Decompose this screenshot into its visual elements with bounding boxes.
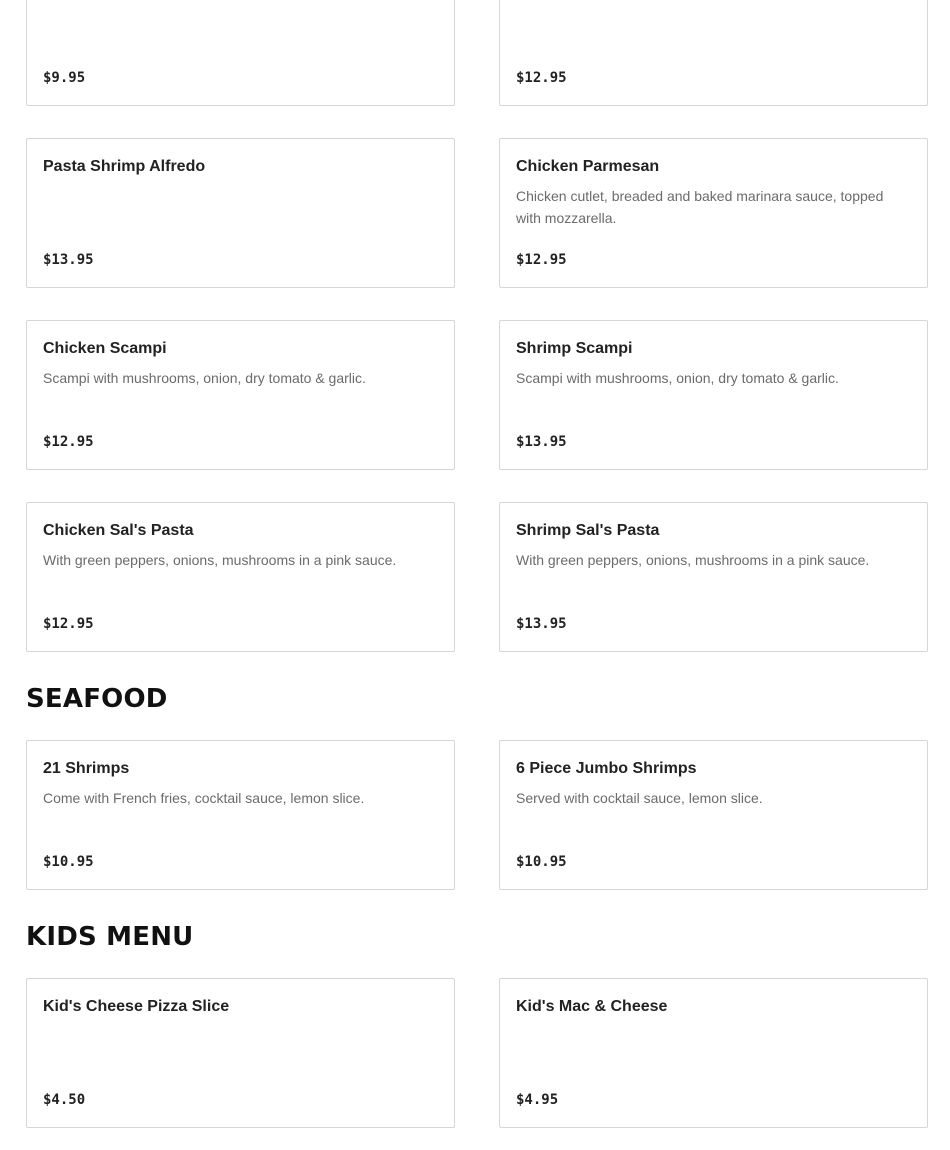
menu-item-card[interactable] [26, 0, 455, 106]
menu-item-price: $13.95 [516, 616, 567, 632]
menu-item-price: $13.95 [516, 434, 567, 450]
menu-item-card[interactable] [499, 320, 928, 470]
menu-item-card[interactable] [26, 978, 455, 1128]
menu-item-description: Served with cocktail sauce, lemon slice. [516, 790, 763, 806]
menu-item-name: Kid's Mac & Cheese [516, 998, 668, 1015]
menu-item-name: Shrimp Sal's Pasta [516, 522, 660, 539]
menu-item-description: Scampi with mushrooms, onion, dry tomato & garlic. [516, 370, 839, 386]
menu-item-card[interactable] [26, 320, 455, 470]
menu-item-description: With green peppers, onions, mushrooms in a pink sauce. [516, 552, 870, 568]
menu-item-card[interactable] [499, 978, 928, 1128]
menu-item-price: $12.95 [516, 252, 567, 268]
menu-item-price: $12.95 [43, 616, 94, 632]
section-heading-seafood: SEAFOOD [26, 684, 168, 714]
menu-item-price: $12.95 [516, 70, 567, 86]
menu-item-price: $4.95 [516, 1092, 559, 1108]
menu-item-card[interactable] [26, 502, 455, 652]
menu-item-name: Chicken Parmesan [516, 158, 660, 175]
menu-item-card[interactable] [499, 0, 928, 106]
menu-item-card[interactable] [499, 138, 928, 288]
menu-item-description: Chicken cutlet, breaded and baked marinara sauce, topped with mozzarella. [516, 188, 884, 226]
menu-item-card[interactable] [499, 502, 928, 652]
menu-item-card[interactable] [26, 740, 455, 890]
menu-item-name: Pasta Shrimp Alfredo [43, 158, 206, 175]
menu-item-price: $12.95 [43, 434, 94, 450]
menu-item-price: $13.95 [43, 252, 94, 268]
menu-item-price: $10.95 [43, 854, 94, 870]
menu-item-price: $10.95 [516, 854, 567, 870]
menu-item-name: 21 Shrimps [43, 760, 130, 777]
menu-item-name: 6 Piece Jumbo Shrimps [516, 760, 697, 777]
menu-item-card[interactable] [26, 138, 455, 288]
menu-item-name: Shrimp Scampi [516, 340, 633, 357]
menu-item-name: Kid's Cheese Pizza Slice [43, 998, 230, 1015]
menu-item-name: Chicken Sal's Pasta [43, 522, 194, 539]
menu-item-price: $4.50 [43, 1092, 86, 1108]
menu-item-description: With green peppers, onions, mushrooms in a pink sauce. [43, 552, 397, 568]
menu-item-price: $9.95 [43, 70, 86, 86]
section-heading-kids-menu: KIDS MENU [26, 922, 194, 952]
menu-item-description: Come with French fries, cocktail sauce, lemon slice. [43, 790, 365, 806]
menu-item-card[interactable] [499, 740, 928, 890]
menu-item-description: Scampi with mushrooms, onion, dry tomato & garlic. [43, 370, 366, 386]
menu-item-name: Chicken Scampi [43, 340, 167, 357]
